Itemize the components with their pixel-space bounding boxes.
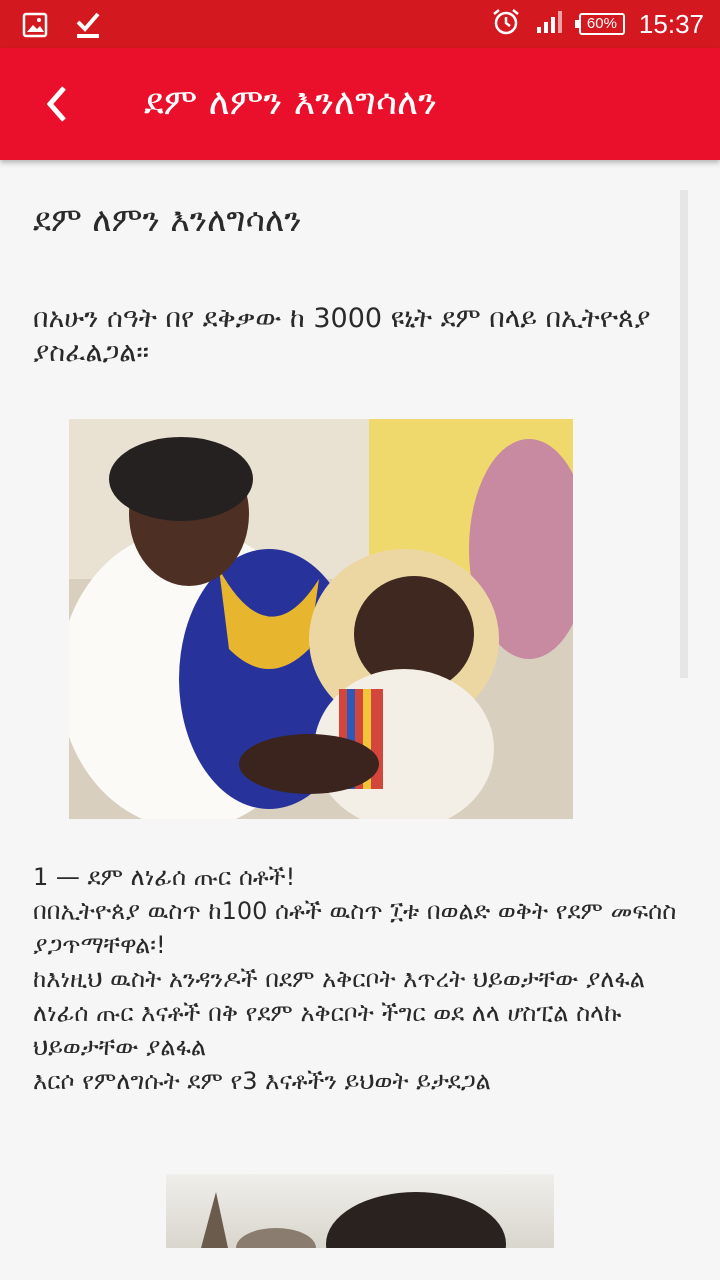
mother-and-baby-photo [69, 419, 573, 819]
second-article-photo [166, 1174, 554, 1248]
article-line: እርሶ የምለግሱት ደም የ3 እናቶችን ይህወት ይታደጋል [33, 1067, 491, 1095]
article-line: ለነፊሰ ጡር እናቶች በቅ የደም አቅርቦት ችግር ወደ ለላ ሆስፒል ስላኩ ህይወታቸው ያልፋል [33, 999, 622, 1061]
article-content[interactable] [0, 160, 720, 1280]
download-done-icon [74, 10, 102, 44]
image-icon [22, 12, 48, 42]
battery-icon: 60% [579, 13, 625, 35]
article-line: በበኢትዮጰያ ዉስጥ ከ100 ሰቶች ዉስጥ ፲ቱ በወልድ ወቅት የደም መፍሰስ ያጋጥማቸዋል፡! [33, 897, 677, 959]
article-line: 1 — ደም ለነፊሰ ጡር ሰቶች! [33, 863, 296, 891]
app-bar [0, 48, 720, 160]
status-bar [0, 0, 720, 48]
article-line: ከእነዚህ ዉስት አንዳንዶች በደም አቅርቦት እጥረት ህይወታቸው ያለፋል [33, 965, 645, 993]
scrollbar[interactable] [680, 190, 688, 678]
alarm-icon [491, 7, 521, 41]
app-title: ደም ለምን እንለግሳለን [144, 82, 437, 123]
status-time: 15:37 [638, 8, 704, 39]
back-button[interactable] [30, 78, 82, 130]
article-section [33, 860, 683, 1098]
signal-icon [535, 9, 565, 39]
article-title: ደም ለምን እንለግሳለን [33, 200, 302, 239]
article-intro: በአሁን ሰዓት በየ ደቅቃው ከ 3000 ዩኒት ደም በላይ በኢትዮጰያ ያስፈልጋል። [33, 303, 651, 368]
chevron-left-icon [30, 115, 82, 134]
